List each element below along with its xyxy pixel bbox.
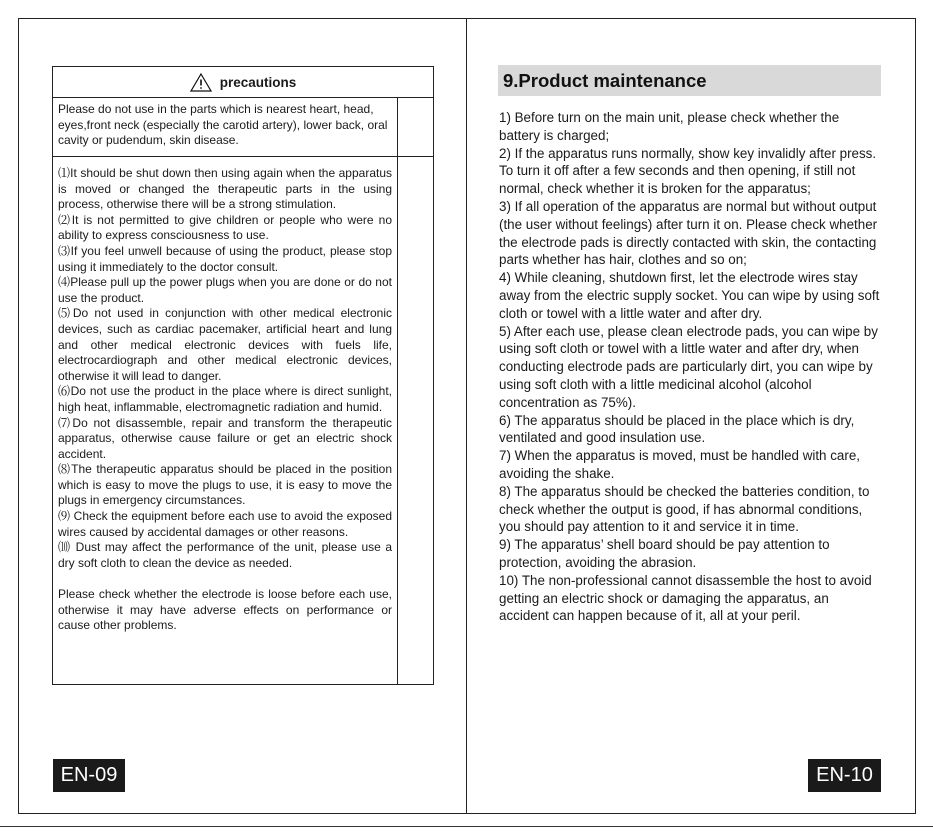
table-row-divider: [53, 156, 433, 157]
warning-triangle-icon: [190, 73, 212, 92]
precaution-item: ⑺Do not disassemble, repair and transform the therapeutic apparatus, otherwise cause failure or get an electric shock accident.: [58, 415, 392, 461]
precaution-note: Please check whether the electrode is loose before each use, otherwise it may have adverse effects on performance or cause other problems.: [58, 587, 392, 633]
precaution-item: ⑼ Check the equipment before each use to avoid the exposed wires caused by accidental damages or other reasons.: [58, 509, 392, 539]
precaution-item: ⑹Do not use the product in the place where is direct sunlight, high heat, inflammable, electromagnetic radiation and humid.: [58, 384, 392, 414]
maintenance-item: 6) The apparatus should be placed in the place which is dry, ventilated and good insulation use.: [499, 412, 855, 446]
maintenance-item: 10) The non-professional cannot disassemble the host to avoid getting an electric shock or damaging the apparatus, an accident can happen because of it, all at your peril.: [499, 572, 872, 624]
maintenance-item: 2) If the apparatus runs normally, show key invalidly after press. To turn it off after a few seconds and then opening, if still not normal, check whether it is broken for the apparatus;: [499, 145, 877, 197]
maintenance-list: [499, 109, 881, 625]
precaution-item: ⑽ Dust may affect the performance of the unit, please use a dry soft cloth to clean the device as needed.: [58, 540, 392, 570]
spacer: [58, 571, 392, 587]
page-number-right: EN-10: [808, 759, 881, 792]
precautions-list: [58, 166, 392, 634]
precaution-item: ⑷Please pull up the power plugs when you are done or do not use the product.: [58, 275, 392, 305]
page-number-left: EN-09: [53, 759, 125, 792]
precaution-item: ⑶If you feel unwell because of using the product, please stop using it immediately to the doctor consult.: [58, 243, 392, 274]
precaution-item: ⑸Do not used in conjunction with other medical electronic devices, such as cardiac pacemaker, artificial heart and lung and other medical electronic devices with fuels life, electrocardiograph and other medical electronic devices, otherwise it will lead to danger.: [58, 306, 392, 383]
precautions-header: [53, 67, 433, 98]
maintenance-item: 8) The apparatus should be checked the batteries condition, to check whether the output is good, if has abnormal conditions, you should pay attention to it and service it in time.: [499, 483, 870, 535]
precaution-item: ⑴It should be shut down then using again when the apparatus is moved or changed the therapeutic parts in the using process, otherwise there will be a strong stimulation.: [58, 166, 392, 212]
maintenance-item: 4) While cleaning, shutdown first, let the electrode wires stay away from the electric supply socket. You can wipe by using soft cloth or towel with a little water and after dry.: [499, 270, 880, 321]
table-column-divider: [397, 97, 398, 684]
maintenance-item: 1) Before turn on the main unit, please check whether the battery is charged;: [499, 110, 840, 143]
maintenance-item: 9) The apparatus’ shell board should be pay attention to protection, avoiding the abrasion.: [499, 537, 830, 570]
maintenance-item: 5) After each use, please clean electrode pads, you can wipe by using soft cloth or towel with a little water and after dry, when conducting electrode pads are particularly dirt, you can wipe by using soft cloth with a little medicinal alcohol (alcohol concentration as 75%).: [499, 323, 878, 410]
warning-text: Please do not use in the parts which is nearest heart, head, eyes,front neck (especially the carotid artery), lower back, oral cavity or pudendum, skin disease.: [58, 102, 388, 148]
bottom-rule: [0, 826, 933, 827]
precautions-title: precautions: [219, 74, 297, 90]
maintenance-item: 3) If all operation of the apparatus are normal but without output (the user without feelings) after turn it on. Please check whether the electrode pads is directly contacted with skin, the contacting parts whether has hair, clothes and so on;: [499, 198, 878, 268]
section-title: 9.Product maintenance: [498, 65, 881, 96]
precautions-table: [52, 66, 434, 685]
precaution-item: ⑵It is not permitted to give children or people who were no ability to express consciousness to use.: [58, 212, 392, 243]
maintenance-item: 7) When the apparatus is moved, must be handled with care, avoiding the shake.: [499, 448, 860, 481]
page-spine-divider: [466, 18, 467, 814]
precaution-item: ⑻The therapeutic apparatus should be placed in the position which is easy to move the plugs to use, it is easy to move the plugs in emergency circumstances.: [58, 462, 392, 508]
